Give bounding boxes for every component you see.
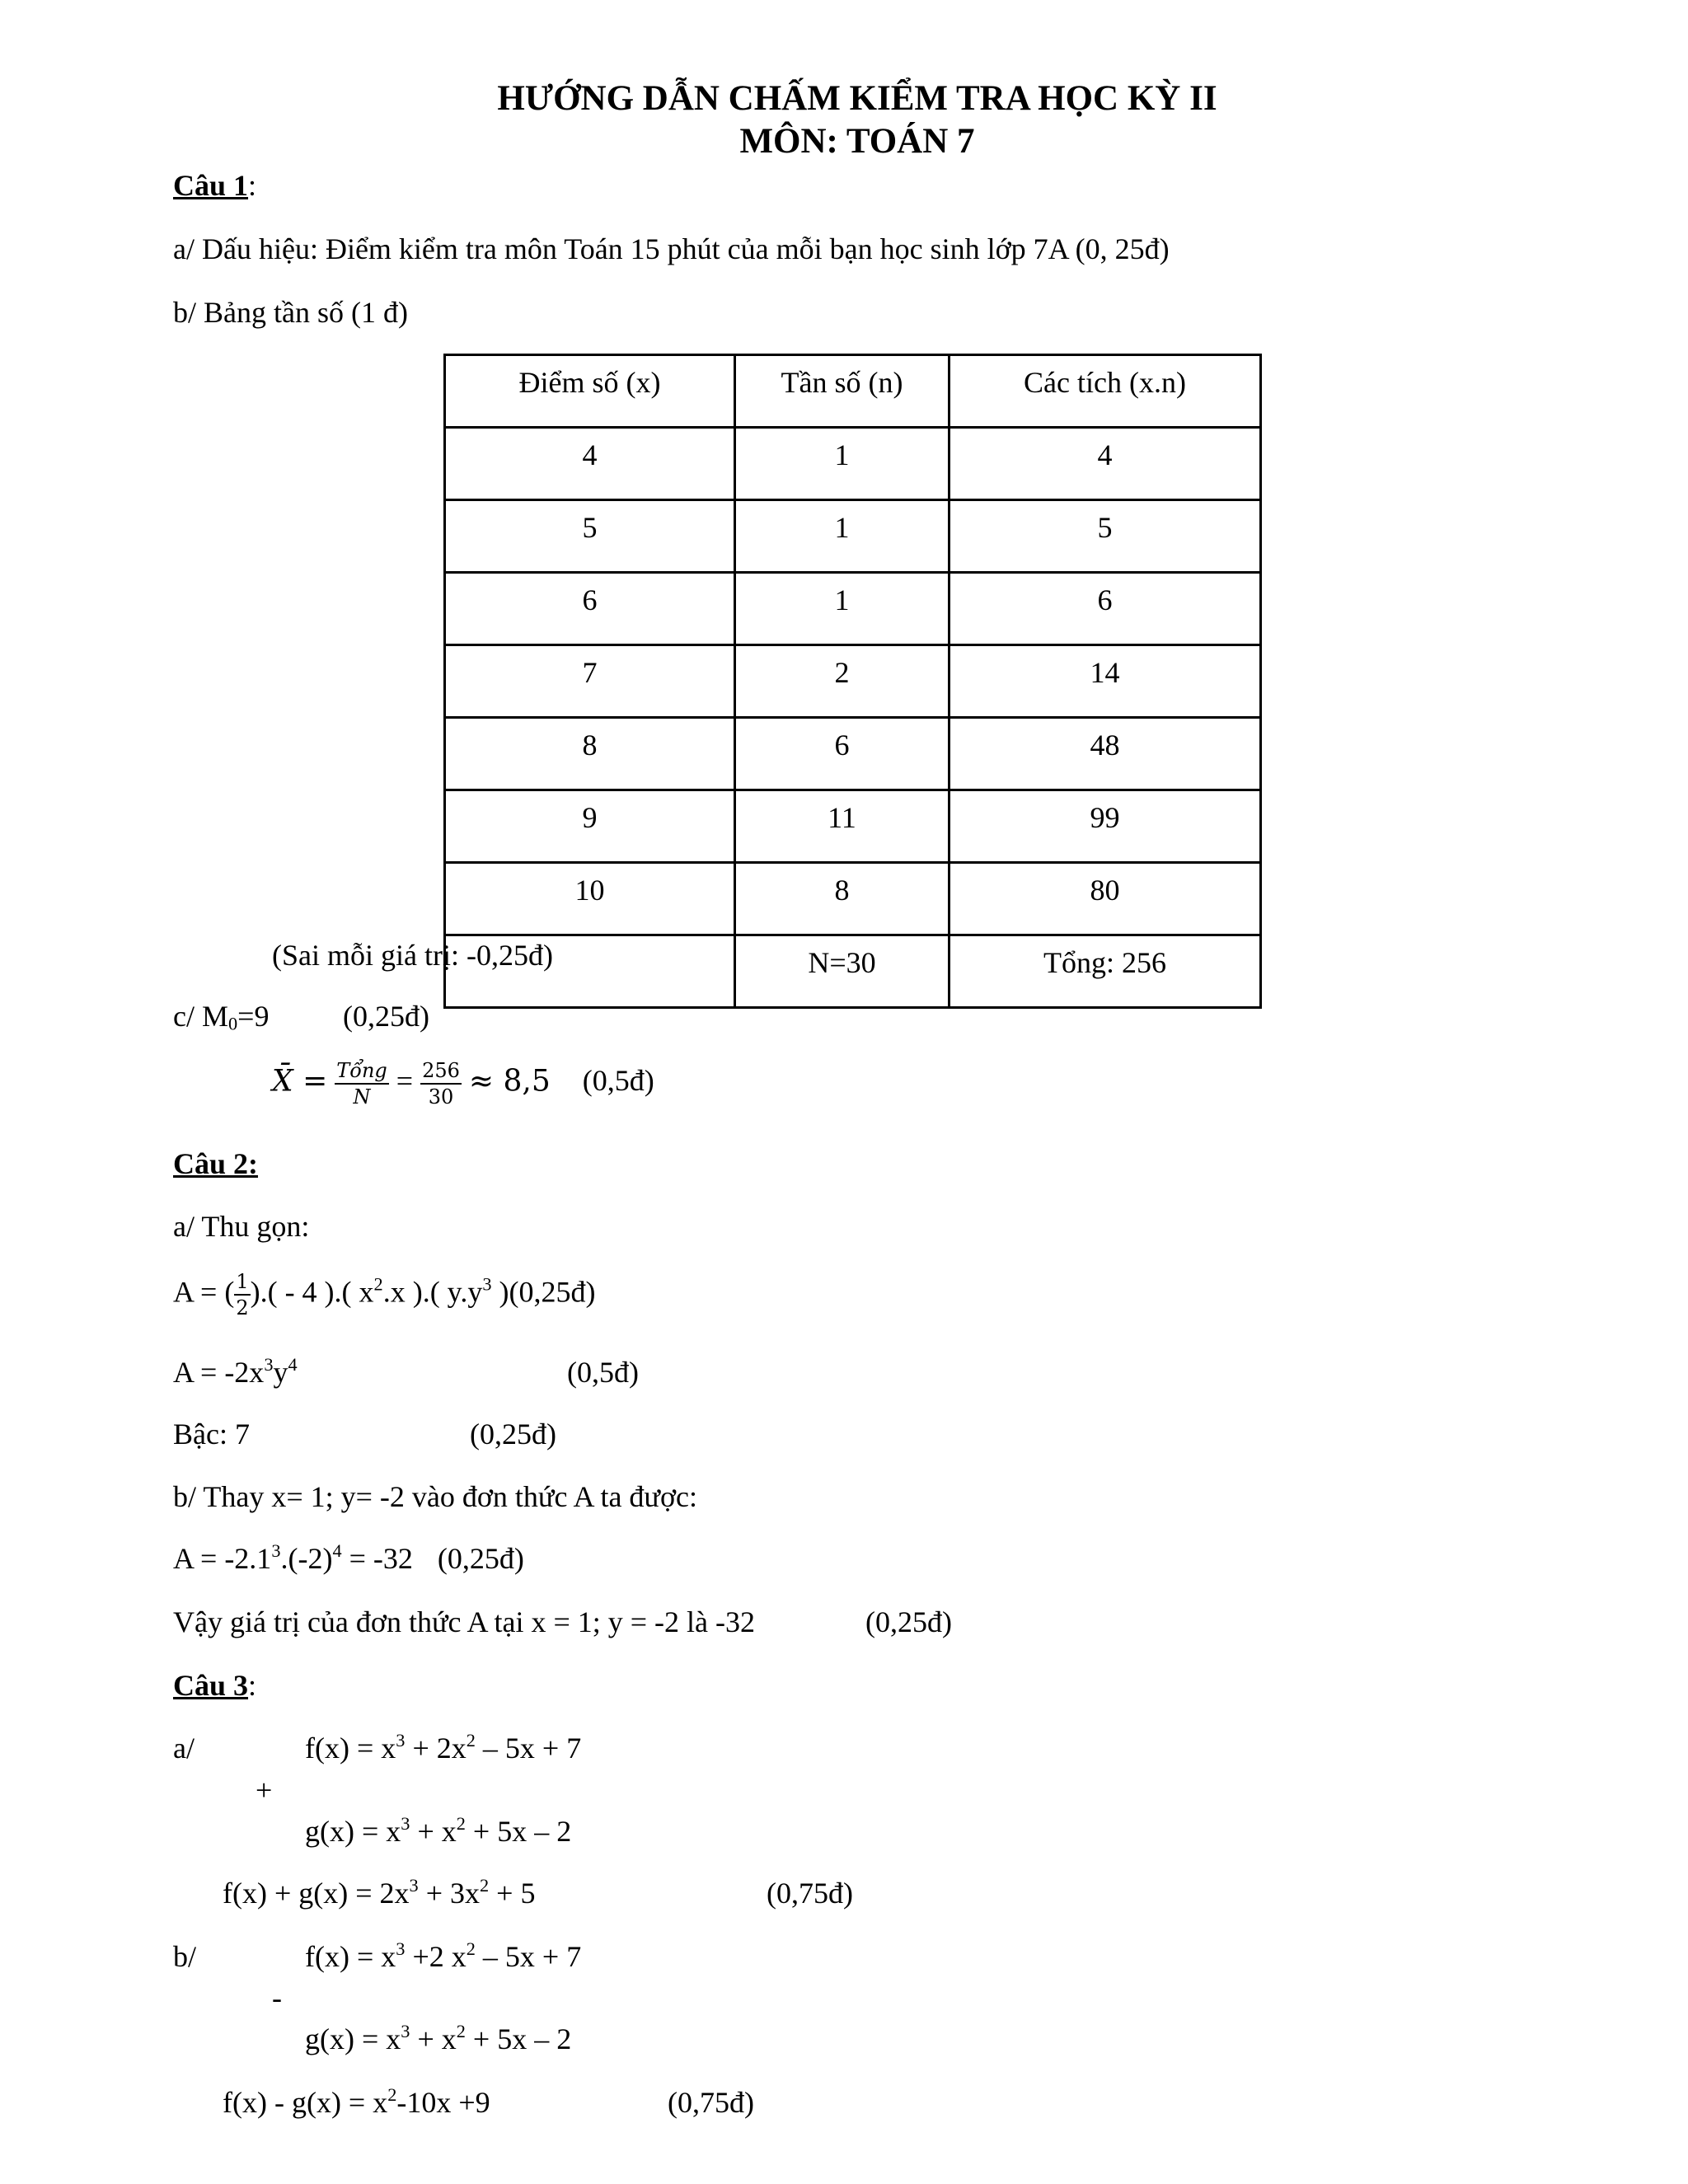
table-cell: 14 [950,645,1261,718]
cau1-heading [173,171,256,200]
table-row [445,428,1261,500]
table-cell: 80 [950,863,1261,935]
table-cell: 6 [445,573,735,645]
table-cell: 5 [445,500,735,573]
table-cell: 4 [950,428,1261,500]
table-cell: 6 [950,573,1261,645]
cau2-a-line1: A = ( $\frac{1}{2}$ ).( - 4 ).( $x^2.x$ ).( $y.y^3$ )(0,25đ) [173,1270,596,1319]
cau2-b-label: b/ Thay x= 1; y= -2 vào đơn thức A ta được: [173,1480,697,1513]
table-cell: 99 [950,790,1261,863]
table-row [445,500,1261,573]
table-cell: 1 [735,500,950,573]
table-header-cell: Các tích (x.n) [950,355,1261,428]
table-cell: 1 [735,428,950,500]
table-cell: 6 [735,718,950,790]
cau3-heading-text: Câu 3 [173,1669,249,1702]
cau2-a-line3: Bậc: 7 [173,1418,250,1451]
cau2-a-line2: $A = -2x^3y^4$ [173,1354,298,1389]
table-cell: 48 [950,718,1261,790]
table-cell: 8 [445,718,735,790]
mode-subscript: 0 [228,1013,238,1034]
doc-title-line1: HƯỚNG DẪN CHẤM KIỂM TRA HỌC KỲ II [497,79,1217,118]
table-cell: 1 [735,573,950,645]
table-cell: 11 [735,790,950,863]
cau2-a-line3-score: (0,25đ) [470,1418,556,1451]
table-header-cell: Tần số (n) [735,355,950,428]
fraction-one-half: $\frac{1}{2}$ [236,1270,249,1319]
table-cell: 5 [950,500,1261,573]
cau3-a-plus-sign: + [256,1774,273,1807]
cau3-b-diff-score: (0,75đ) [668,2086,754,2119]
table-cell: 9 [445,790,735,863]
cau3-b-g: $g(x) = x^3 + x^2 + 5x - 2$ [305,2021,572,2055]
table-header-row [445,355,1261,428]
table-cell: 8 [735,863,950,935]
table-row [445,935,1261,1008]
table-row [445,573,1261,645]
cau2-b-line1-score: (0,25đ) [437,1542,524,1575]
mean-symbol: X̄ = [272,1064,328,1099]
cau1-heading-text: Câu 1 [173,169,249,202]
table-row [445,790,1261,863]
table-cell: 4 [445,428,735,500]
cau2-heading: Câu 2: [173,1147,259,1180]
cau1-c-score: (0,25đ) [343,1000,429,1033]
table-cell: Tổng: 256 [950,935,1261,1008]
cau2-b-line2-score: (0,25đ) [865,1605,952,1638]
table-row [445,645,1261,718]
table-header-cell: Điểm số (x) [445,355,735,428]
table-row [445,863,1261,935]
fraction-sum-over-n: $\frac{\text{Tổng}}{N}$ [336,1059,387,1108]
table-cell: 7 [445,645,735,718]
table-cell: 2 [735,645,950,718]
mean-formula: X̄ = $\frac{\text{Tổng}}{N}$ = $\frac{256}{30}$ ≈ 8,5 (0,5đ) [272,1059,654,1108]
table-cell: N=30 [735,935,950,1008]
mean-result: ≈ 8,5 [468,1064,551,1099]
mode-value: =9 [237,1000,270,1033]
doc-title-line2: MÔN: TOÁN 7 [739,122,975,161]
mode-label: c/ M [173,1000,228,1033]
cau3-a-g: $g(x) = x^3 + x^2 + 5x - 2$ [305,1813,572,1848]
cau1-heading-colon: : [248,169,257,202]
cau1-part-b: b/ Bảng tần số (1 đ) [173,296,408,329]
cau1-note: (Sai mỗi giá trị: -0,25đ) [272,939,553,972]
cau2-a-line2-score: (0,5đ) [567,1356,639,1389]
cau3-b-diff: $f(x) - g(x) = x^2-10x +9$ [223,2084,490,2119]
fraction-256-over-30: $\frac{256}{30}$ [422,1059,460,1108]
cau3-a-sum-score: (0,75đ) [767,1877,853,1910]
cau1-part-a: a/ Dấu hiệu: Điểm kiểm tra môn Toán 15 phút của mỗi bạn học sinh lớp 7A (0, 25đ) [173,232,1170,265]
cau3-b-label: b/ [173,1940,197,1973]
cau3-a-f: $f(x) = x^3 + 2x^2 - 5x + 7$ [305,1730,582,1765]
cau1-part-c [173,1000,270,1034]
cau3-b-f: $f(x) = x^3 +2$ $x^2 - 5x + 7$ [305,1938,582,1973]
cau3-b-minus-sign: - [272,1981,282,2014]
cau2-a-line1-score: (0,25đ) [509,1275,596,1309]
cau3-a-label: a/ [173,1732,195,1765]
cau3-heading: Câu 3: [173,1669,257,1702]
cau2-b-line2: Vậy giá trị của đơn thức A tại x = 1; y = -2 là -32 [173,1605,756,1638]
table-row [445,718,1261,790]
cau3-a-sum: $f(x) + g(x) = 2x^3 + 3x^2 + 5$ [223,1875,536,1910]
cau2-b-line1: $A = -2.1^3.(-2)^4 = -32$ (0,25đ) [173,1540,524,1575]
frequency-table [443,354,1262,1009]
mean-score: (0,5đ) [582,1064,654,1098]
cau2-a-label: a/ Thu gọn: [173,1210,310,1243]
table-cell: 10 [445,863,735,935]
